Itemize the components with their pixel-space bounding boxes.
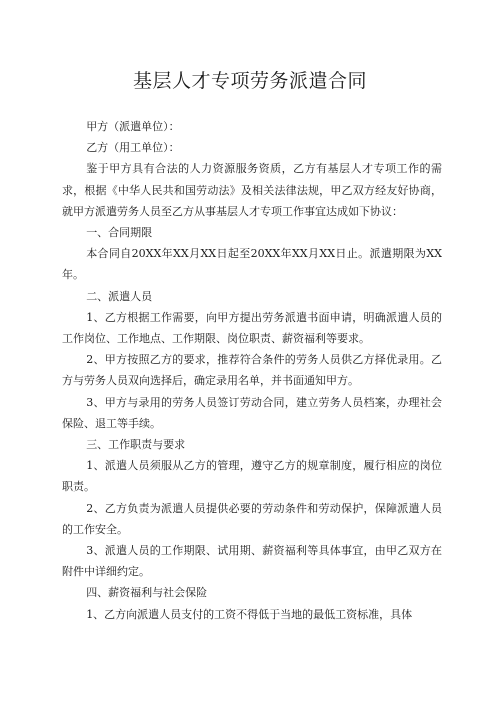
document-title: 基层人才专项劳务派遣合同 [132,70,367,92]
duties-clause-2: 2、乙方负责为派遣人员提供必要的劳动条件和劳动保护，保障派遣人员的工作安全。 [62,501,442,536]
personnel-clause-2: 2、甲方按照乙方的要求，推荐符合条件的劳务人员供乙方择优录用。乙方与劳务人员双向选择后，确定录用名单，并书面通知甲方。 [62,353,442,388]
duties-clause-3: 3、派遣人员的工作期限、试用期、薪资福利等具体事宜，由甲乙双方在附件中详细约定。 [62,544,442,579]
party-a-line: 甲方（派遣单位）： [86,120,180,133]
section-heading-personnel: 二、派遣人员 [86,289,153,303]
duties-clause-1: 1、派遣人员须服从乙方的管理，遵守乙方的规章制度，履行相应的岗位职责。 [62,459,442,494]
section-heading-duties: 三、工作职责与要求 [86,438,186,452]
compensation-clause-1: 1、乙方向派遣人员支付的工资不得低于当地的最低工资标准，具体 [86,607,413,621]
party-b-line: 乙方（用工单位）： [86,141,180,155]
document-body [62,116,442,625]
section-heading-compensation: 四、薪资福利与社会保险 [86,586,208,600]
section-heading-term: 一、合同期限 [86,226,153,240]
personnel-clause-1: 1、乙方根据工作需要，向甲方提出劳务派遣书面申请，明确派遣人员的工作岗位、工作地点、工作期限、岗位职责、薪资福利等要求。 [62,310,442,346]
term-paragraph: 本合同自20XX年XX月XX日起至20XX年XX月XX日止。派遣期限为XX年。 [62,247,442,282]
personnel-clause-3: 3、甲方与录用的劳务人员签订劳动合同，建立劳务人员档案，办理社会保险、退工等手续。 [62,395,442,430]
preamble-paragraph: 鉴于甲方具有合法的人力资源服务资质，乙方有基层人才专项工作的需求，根据《中华人民共和国劳动法》及相关法律法规，甲乙双方经友好协商，就甲方派遣劳务人员至乙方从事基层人才专项工作事宜达成如下协议： [62,162,442,218]
